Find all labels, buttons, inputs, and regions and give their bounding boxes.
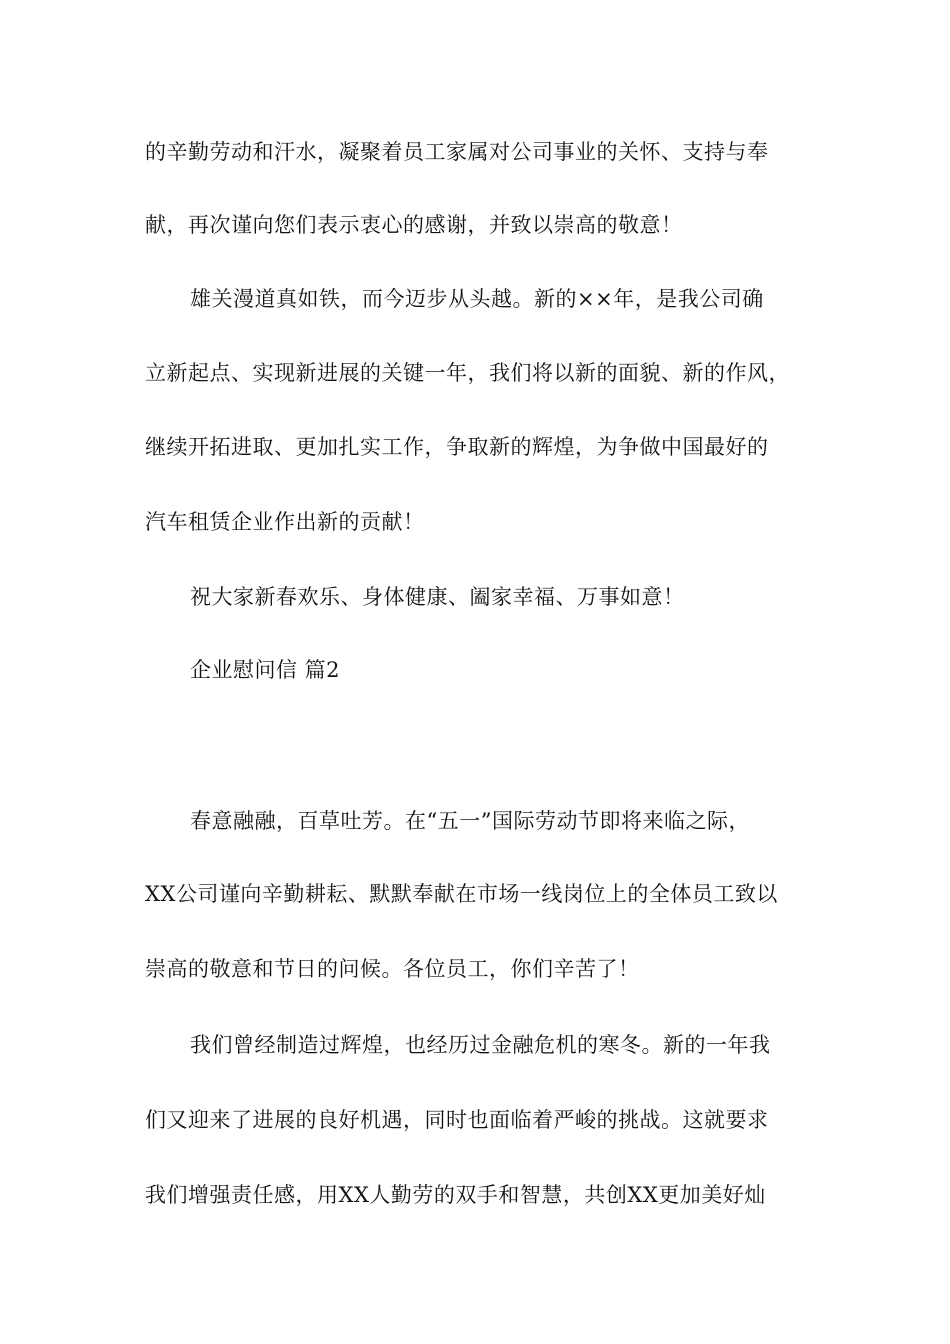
paragraph-start-line: 春意融融，百草吐芳。在“五一”国际劳动节即将来临之际， (190, 809, 750, 833)
text-line: 我们增强责任感，用XX人勤劳的双手和智慧，共创XX更加美好灿 (145, 1183, 766, 1207)
text-line: 崇高的敬意和节日的问候。各位员工，你们辛苦了！ (145, 957, 640, 981)
text-line: 的辛勤劳动和汗水，凝聚着员工家属对公司事业的关怀、支持与奉 (145, 140, 769, 164)
text-line: 立新起点、实现新进展的关键一年，我们将以新的面貌、新的作风， (145, 361, 790, 385)
paragraph-start-line: 雄关漫道真如铁，而今迈步从头越。新的××年，是我公司确 (190, 287, 764, 311)
text-line: 献，再次谨向您们表示衷心的感谢，并致以崇高的敬意！ (145, 213, 683, 237)
text-line: 继续开拓进取、更加扎实工作，争取新的辉煌，为争做中国最好的 (145, 435, 769, 459)
section-heading: 企业慰问信 篇2 (190, 658, 341, 682)
text-line: 汽车租赁企业作出新的贡献！ (145, 510, 425, 534)
text-line: XX公司谨向辛勤耕耘、默默奉献在市场一线岗位上的全体员工致以 (145, 882, 778, 906)
text-line: 们又迎来了进展的良好机遇，同时也面临着严峻的挑战。这就要求 (145, 1108, 769, 1132)
greeting-line: 祝大家新春欢乐、身体健康、阖家幸福、万事如意！ (190, 585, 685, 609)
paragraph-start-line: 我们曾经制造过辉煌，也经历过金融危机的寒冬。新的一年我 (190, 1033, 771, 1057)
